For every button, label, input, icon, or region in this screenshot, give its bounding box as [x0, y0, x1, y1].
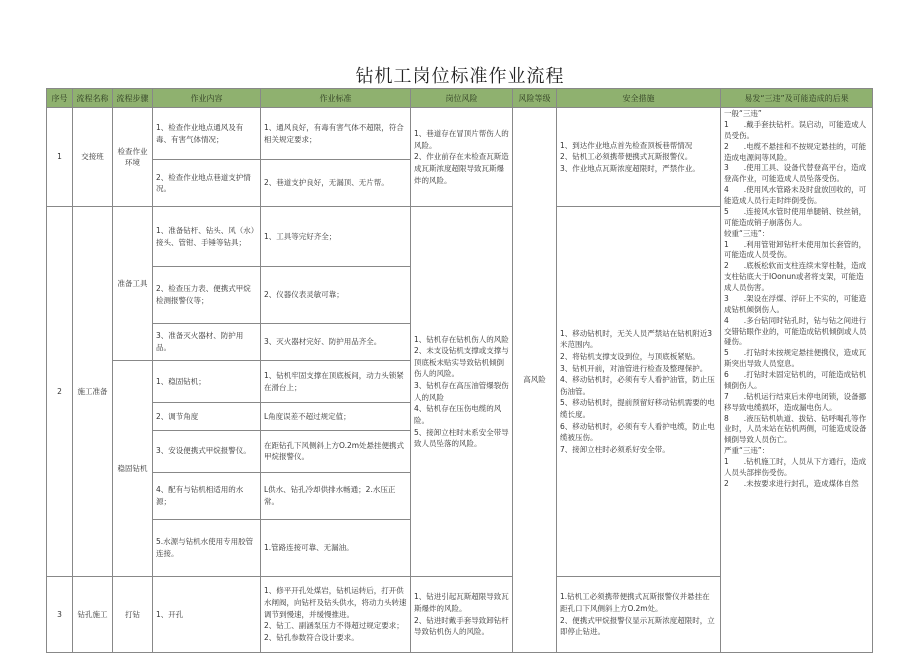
col-header-risk: 岗位风险 — [411, 89, 513, 108]
work-standard: 3、灭火器材完好、防护用品齐全。 — [261, 323, 411, 360]
col-header-safety: 安全措施 — [557, 89, 721, 108]
work-standard: 2、仪器仪表灵敏可靠； — [261, 266, 411, 323]
col-header-content: 作业内容 — [153, 89, 261, 108]
work-standard: 1.管路连接可靠、无漏油。 — [261, 519, 411, 576]
work-content: 1、检查作业地点通风及有毒、有害气体情况； — [153, 108, 261, 160]
work-standard: 1、通风良好，有毒有害气体不超限，符合相关规定要求； — [261, 108, 411, 160]
work-standard: 在距钻孔下风侧斜上方O.2m处悬挂便携式甲烷报警仪。 — [261, 430, 411, 472]
work-standard: 1、工具等完好齐全； — [261, 207, 411, 267]
workflow-table — [46, 88, 873, 653]
process-step: 稳固钻机 — [113, 361, 153, 577]
safety-measures: 1.钻机工必须携带便携式瓦斯报警仪并悬挂在距孔口下风侧斜上方O.2m处。 2、便携式甲烷报警仪显示瓦斯浓度超限时，立即停止钻进。 — [557, 577, 721, 653]
col-header-standard: 作业标准 — [261, 89, 411, 108]
work-content: 1、开孔 — [153, 577, 261, 653]
process-name: 交接班 — [73, 108, 113, 207]
process-step: 准备工具 — [113, 207, 153, 361]
work-content: 1、准备钻杆、钻头、风（水）接头、管钳、手锤等钻具； — [153, 207, 261, 267]
work-content: 5.水源与钻机水使用专用胶管连接。 — [153, 519, 261, 576]
work-content: 2、检查压力表、便携式甲烷检测报警仪等； — [153, 266, 261, 323]
work-content: 1、稳固钻机； — [153, 361, 261, 403]
work-standard: 1、修平开孔处煤岩，钻机运转后，打开供水闸阀，向钻杆及钻头供水，将动力头转速调节到慢速，并缓慢推进。 2、钻工、副涵泵压力不得超过规定要求；2、钻孔参数符合设计要求。 — [261, 577, 411, 653]
work-content: 2、检查作业地点巷道支护情况。 — [153, 160, 261, 207]
post-risk: 1、巷道存在冒顶片帮伤人的风险。 2、作业前存在未检查瓦斯造成瓦斯浓度超限导致瓦斯爆炸的风险。 — [411, 108, 513, 207]
process-name: 施工准备 — [73, 207, 113, 577]
post-risk: 1、钻机存在钻机伤人的风险 2、未支设钻机支撑或支撑与顶底板未贴实导致钻机倾倒伤人的风险。 3、钻机存在高压油管爆裂伤人的风险 4、钻机存在压伤电缆的风险。 5、接卸立柱时未系安全带导致人员坠落的风险。 — [411, 207, 513, 577]
work-content: 3、安设便携式甲烷报警仪。 — [153, 430, 261, 472]
risk-level: 高风险 — [513, 108, 557, 653]
process-step: 检查作业环境 — [113, 108, 153, 207]
col-header-process: 流程名称 — [73, 89, 113, 108]
work-content: 2、调节角度 — [153, 403, 261, 430]
col-header-step: 流程步骤 — [113, 89, 153, 108]
header-row — [47, 89, 873, 108]
work-content: 4、配有与钻机相适用的水源； — [153, 472, 261, 519]
col-header-no: 序号 — [47, 89, 73, 108]
row-number: 1 — [47, 108, 73, 207]
row-number: 2 — [47, 207, 73, 577]
work-standard: L供水、钻孔冷却供排水畅通；2.水压正常。 — [261, 472, 411, 519]
work-standard: 1、钻机牢固支撑在顶底板间，动力头锁紧在滑台上； — [261, 361, 411, 403]
work-standard: 2、巷道支护良好，无漏顶、无片帮。 — [261, 160, 411, 207]
table-row — [47, 108, 873, 160]
page-title: 钻机工岗位标准作业流程 — [355, 66, 565, 87]
process-name: 钻孔施工 — [73, 577, 113, 653]
row-number: 3 — [47, 577, 73, 653]
col-header-violations: 易发“三违”及可能造成的后果 — [721, 89, 873, 108]
post-risk: 1、钻进引起瓦斯超限导致瓦斯爆炸的风险。 2、钻进时戴手套导致卸钻杆导致钻机伤人的风险。 — [411, 577, 513, 653]
safety-measures: 1、移动钻机时，无关人员严禁站在钻机附近3米范围内。 2、将钻机支撑支设到位，与顶底板紧贴。 3、钻机开前，对油管进行检查及整理保护。 4、移动钻机时，必须有专人看护油管，防止压伤油管。 5、移动钻机时，提前预留好移动钻机需要的电缆长度。 6、移动钻机时，必须有专人看护电缆，防止电缆被压伤。 7、接卸立柱时必须系好安全带。 — [557, 207, 721, 577]
work-content: 3、准备灭火器材、防护用品。 — [153, 323, 261, 360]
violations-text: 一般“三违” 1 .戴手套扶钻杆。误启动，可能造成人员受伤。 2 .电缆不悬挂和不按规定悬挂的，可能造成电源间等风险。 3 .使用工具、设备代替登高平台，造成登高作业，可能造成人员坠落受伤。 4 .使用风水管路未及时盘放回收的，可能造成人员行走时绊倒受伤。 5 .连接风水管时使用单腿销、铁丝销，可能造成销子崩落伤人。 较重“三违”： 1 .利用管钳卸钻杆未使用加长套管的，可能造成人员受伤。 2 .底板松软而支柱连续未穿柱鞋，造成支柱钻底大于IOonun或者将支架，可能造成人员伤害。 3 .架设在浮煤、浮矸上不实的，可能造成钻机倾倒伤人。 4 .多台钻同时钻孔时，钻与钻之间进行交错钻眼作业的，可能造成钻机倾倒或人员碰伤。 5 .打钻时未按规定悬挂便携仪，造成瓦斯突出导致人员窒息。 6 .打钻时未固定钻机的，可能造成钻机倾倒伤人。 7 .钻机运行结束后未停电闭锁，设备挪移导致电缆损坏，造成漏电伤人。 8 .液压钻机轨道、拔钻、钻呼喝孔等作业时，人员未站在钻机两侧，可能造成设备倾倒导致人员伤亡。 严重“三违”： 1 .钻机施工时，人员从下方通行，造成人员头部摔伤受伤。 2 .未按要求进行封孔，造成煤体自然 — [721, 108, 873, 653]
col-header-level: 风险等级 — [513, 89, 557, 108]
safety-measures: 1、到达作业地点首先检查顶板巷帮情况 2、钻机工必须携带便携式瓦斯报警仪。 3、作业地点瓦斯浓度超限时，严禁作业。 — [557, 108, 721, 207]
process-step: 打钻 — [113, 577, 153, 653]
work-standard: L角度误差不超过规定值； — [261, 403, 411, 430]
